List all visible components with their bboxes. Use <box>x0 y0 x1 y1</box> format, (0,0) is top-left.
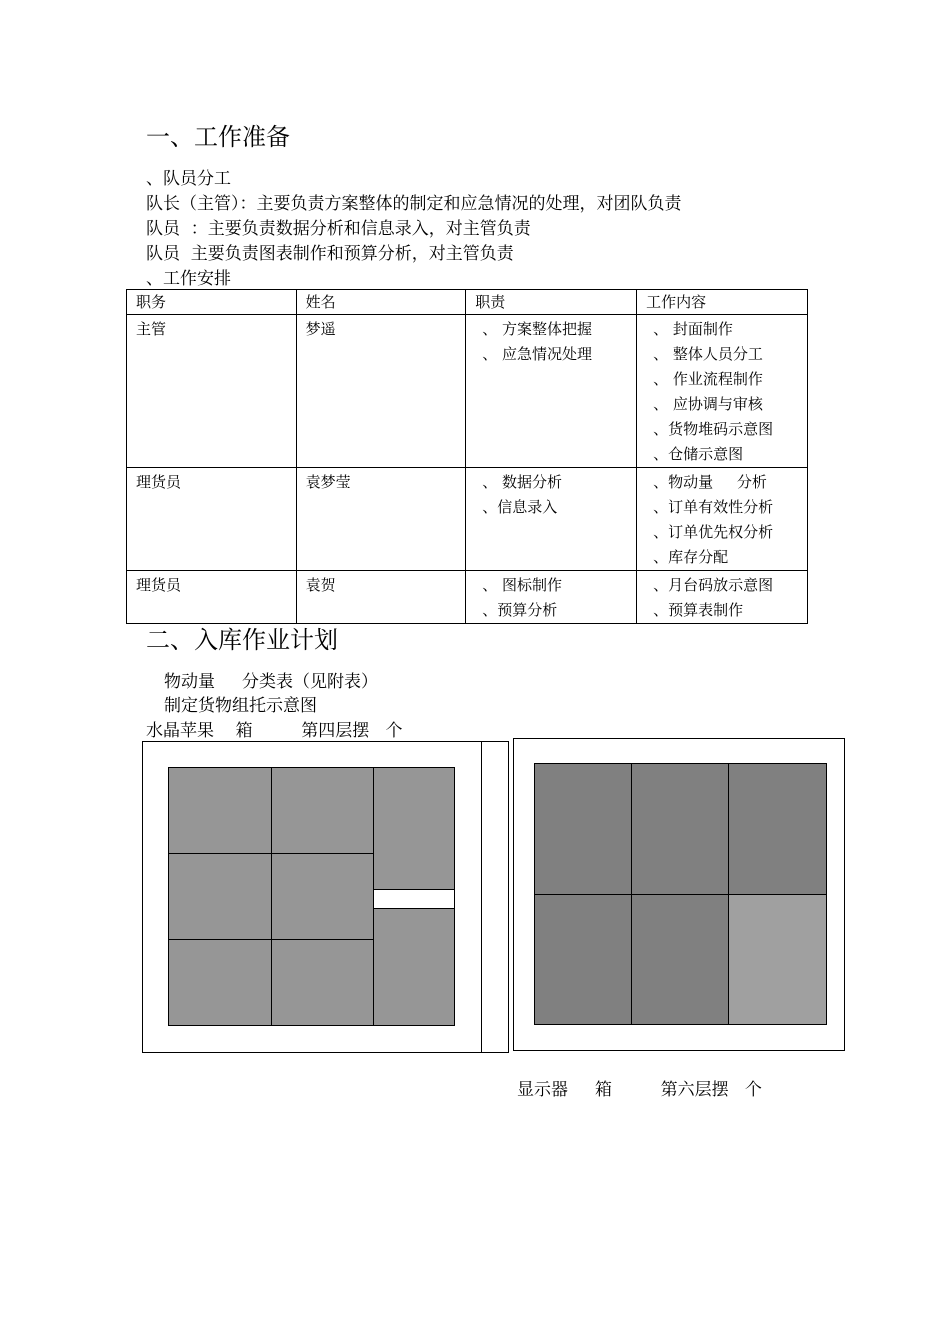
work-item: 、预算表制作 <box>653 601 744 619</box>
apple-box <box>373 908 455 1026</box>
cell-duties <box>466 468 637 571</box>
work-item: 、物动量 分析 <box>653 473 767 491</box>
duty-item: 、信息录入 <box>482 498 558 516</box>
table-header-row <box>127 290 808 315</box>
work-item: 、货物堆码示意图 <box>653 420 774 438</box>
team-line-leader: 队长（主管）：主要负责方案整体的制定和应急情况的处理，对团队负责 <box>146 194 682 214</box>
cell-role: 理货员 <box>127 468 297 571</box>
duty-item: 、 数据分析 <box>482 473 562 491</box>
apple-pallet-side-frame <box>481 741 509 1053</box>
cell-role: 理货员 <box>127 571 297 624</box>
work-item: 、订单有效性分析 <box>653 498 774 516</box>
monitor-box <box>631 894 729 1025</box>
cell-name: 梦遥 <box>296 315 466 468</box>
monitor-box <box>534 763 632 895</box>
monitor-box <box>534 894 632 1025</box>
cell-duties <box>466 315 637 468</box>
work-item: 、 应协调与审核 <box>653 395 763 413</box>
apple-box <box>373 767 455 890</box>
cell-work <box>637 315 808 468</box>
apple-box <box>168 939 272 1026</box>
pallet-gap <box>373 889 455 909</box>
pallet-diagram-line: 制定货物组托示意图 <box>164 696 317 716</box>
duty-item: 、 应急情况处理 <box>482 345 592 363</box>
work-item: 、 作业流程制作 <box>653 370 763 388</box>
subheading-work-arrangement: 、工作安排 <box>146 269 231 289</box>
team-line-member2: 队员 主要负责图表制作和预算分析，对主管负责 <box>146 244 514 264</box>
work-item: 、库存分配 <box>653 548 729 566</box>
subheading-team-division: 、队员分工 <box>146 169 231 189</box>
monitor-box <box>728 763 827 895</box>
work-item: 、月台码放示意图 <box>653 576 774 594</box>
cell-role: 主管 <box>127 315 297 468</box>
cell-name: 袁梦莹 <box>296 468 466 571</box>
work-item: 、订单优先权分析 <box>653 523 774 541</box>
cell-work <box>637 468 808 571</box>
monitor-box <box>631 763 729 895</box>
section1-heading: 一、工作准备 <box>146 123 290 151</box>
header-role: 职务 <box>127 290 297 315</box>
cell-duties <box>466 571 637 624</box>
duty-item: 、预算分析 <box>482 601 558 619</box>
cell-name: 袁贺 <box>296 571 466 624</box>
work-item: 、 封面制作 <box>653 320 733 338</box>
apple-caption: 水晶苹果 箱 第四层摆 个 <box>146 721 403 741</box>
apple-box <box>168 853 272 940</box>
movement-classification-line: 物动量 分类表（见附表） <box>164 672 379 692</box>
work-item: 、仓储示意图 <box>653 445 744 463</box>
cell-work <box>637 571 808 624</box>
apple-box <box>271 767 374 854</box>
header-duties: 职责 <box>466 290 637 315</box>
team-line-member1: 队员 ：主要负责数据分析和信息录入，对主管负责 <box>146 219 531 239</box>
section2-heading: 二、入库作业计划 <box>146 626 338 654</box>
monitor-caption: 显示器 箱 第六层摆 个 <box>517 1080 762 1100</box>
work-arrangement-table <box>126 289 808 624</box>
table-row <box>127 315 808 468</box>
duty-item: 、 图标制作 <box>482 576 562 594</box>
apple-box <box>168 767 272 854</box>
header-name: 姓名 <box>296 290 466 315</box>
duty-item: 、 方案整体把握 <box>482 320 592 338</box>
work-item: 、 整体人员分工 <box>653 345 763 363</box>
table-row <box>127 571 808 624</box>
header-work: 工作内容 <box>637 290 808 315</box>
table-row <box>127 468 808 571</box>
apple-box <box>271 939 374 1026</box>
monitor-box <box>728 894 827 1025</box>
apple-box <box>271 853 374 940</box>
